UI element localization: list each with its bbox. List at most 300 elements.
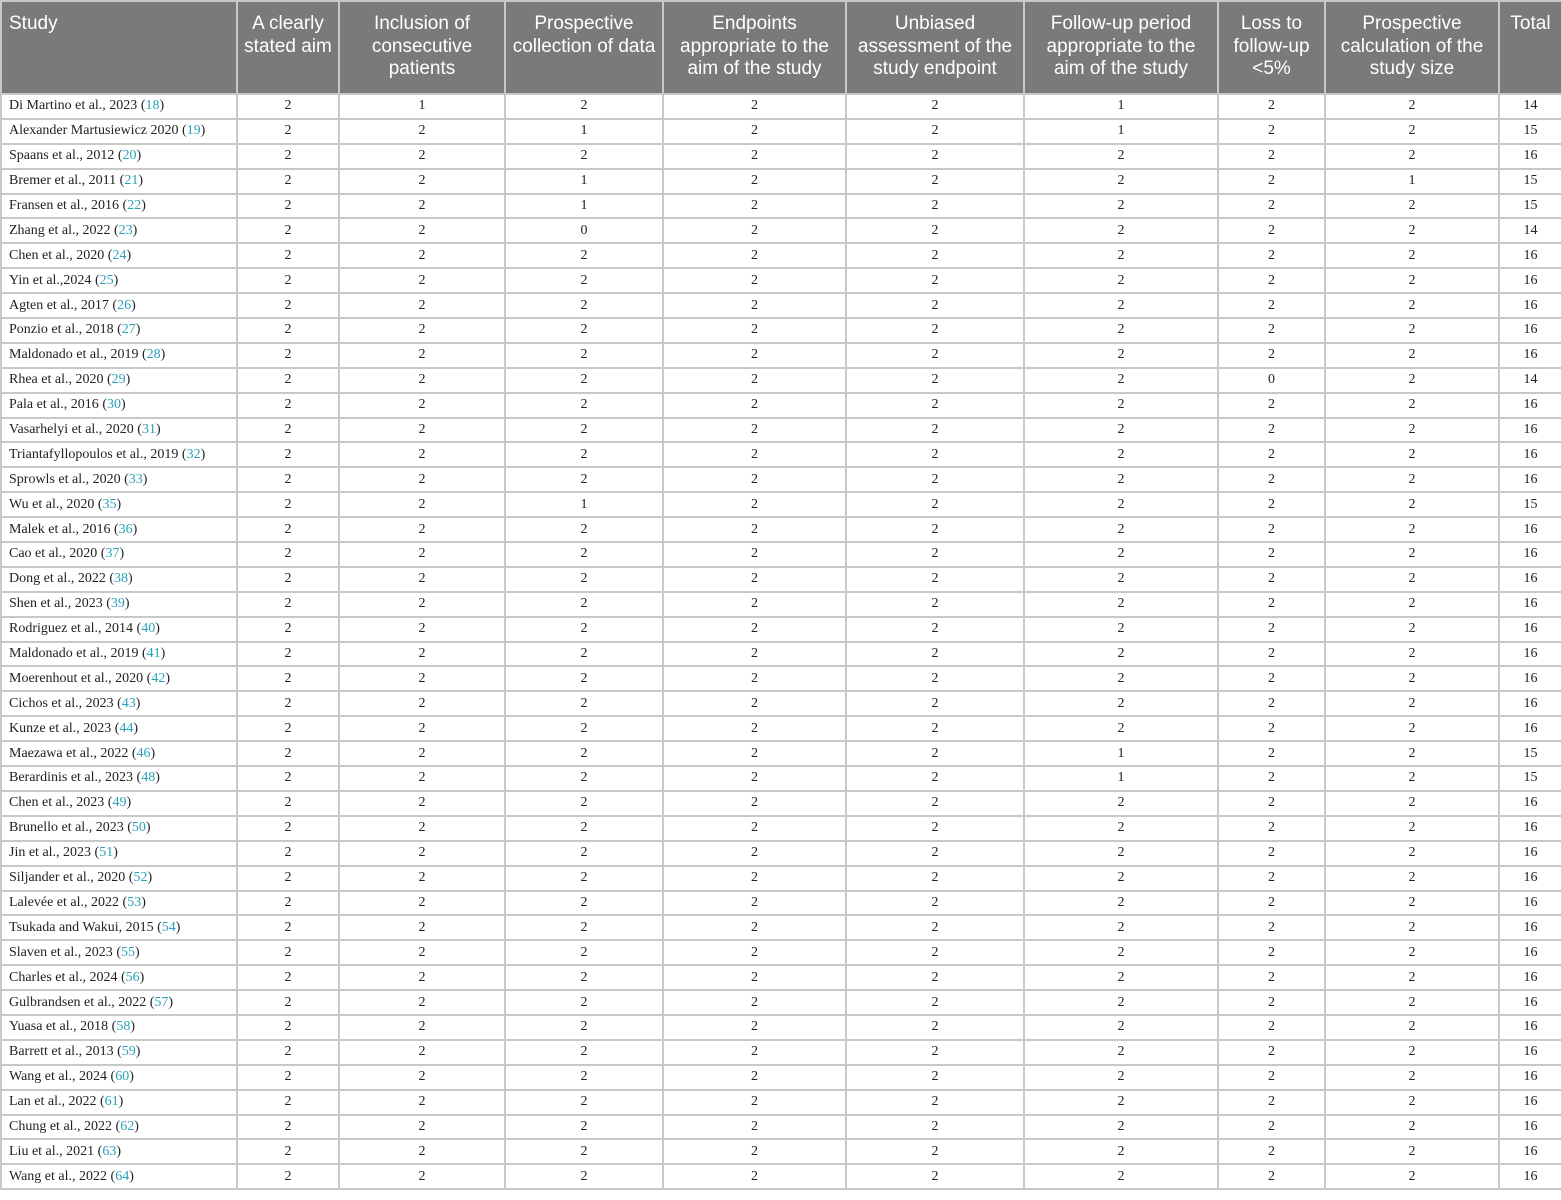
ref-close-paren: ): [147, 870, 153, 886]
loss-to-follow-up-score: 2: [1218, 1115, 1325, 1140]
unbiased-assessment-score: 2: [846, 567, 1024, 592]
study-size-calculation-score: 2: [1325, 1065, 1499, 1090]
unbiased-assessment-score: 2: [846, 816, 1024, 841]
total-score: 16: [1499, 1164, 1561, 1189]
loss-to-follow-up-score: 2: [1218, 418, 1325, 443]
study-size-calculation-score: 2: [1325, 318, 1499, 343]
endpoints-appropriate-score: 2: [663, 791, 846, 816]
header-study: Study: [1, 1, 237, 94]
unbiased-assessment-score: 2: [846, 866, 1024, 891]
table-row: [1, 1040, 1561, 1065]
ref-close-paren: ): [126, 795, 132, 811]
follow-up-period-score: 2: [1024, 442, 1218, 467]
follow-up-period-score: 2: [1024, 1164, 1218, 1189]
reference-link[interactable]: 40: [141, 621, 156, 637]
total-score: 16: [1499, 791, 1561, 816]
reference-link[interactable]: 62: [120, 1118, 135, 1134]
loss-to-follow-up-score: 2: [1218, 791, 1325, 816]
loss-to-follow-up-score: 2: [1218, 766, 1325, 791]
ref-open-paren: (: [94, 1143, 103, 1159]
consecutive-patients-score: 2: [339, 194, 505, 219]
clearly-stated-aim-score: 2: [237, 1115, 339, 1140]
study-size-calculation-score: 2: [1325, 791, 1499, 816]
study-cell: [1, 517, 237, 542]
table-row: [1, 517, 1561, 542]
study-cell: [1, 293, 237, 318]
table-row: [1, 318, 1561, 343]
reference-link[interactable]: 23: [118, 222, 133, 238]
study-name: Spaans et al., 2012: [9, 148, 115, 164]
consecutive-patients-score: 2: [339, 1040, 505, 1065]
total-score: 16: [1499, 940, 1561, 965]
clearly-stated-aim-score: 2: [237, 915, 339, 940]
reference-link[interactable]: 58: [116, 1019, 131, 1035]
study-name: Jin et al., 2023: [9, 845, 92, 861]
ref-close-paren: ): [125, 372, 131, 388]
clearly-stated-aim-score: 2: [237, 343, 339, 368]
study-name: Ponzio et al., 2018: [9, 322, 114, 338]
reference-link[interactable]: 63: [102, 1143, 117, 1159]
unbiased-assessment-score: 2: [846, 841, 1024, 866]
loss-to-follow-up-score: 2: [1218, 517, 1325, 542]
ref-open-paren: (: [110, 521, 119, 537]
clearly-stated-aim-score: 2: [237, 442, 339, 467]
ref-close-paren: ): [159, 98, 165, 114]
study-cell: [1, 218, 237, 243]
reference-link[interactable]: 38: [114, 571, 128, 587]
unbiased-assessment-score: 2: [846, 940, 1024, 965]
reference-link[interactable]: 44: [119, 720, 134, 736]
prospective-collection-score: 2: [505, 766, 663, 791]
study-name: Charles et al., 2024: [9, 969, 118, 985]
follow-up-period-score: 2: [1024, 1139, 1218, 1164]
study-size-calculation-score: 2: [1325, 940, 1499, 965]
consecutive-patients-score: 2: [339, 218, 505, 243]
reference-link[interactable]: 60: [115, 1069, 130, 1085]
reference-link[interactable]: 53: [127, 894, 142, 910]
ref-open-paren: (: [133, 770, 142, 786]
consecutive-patients-score: 2: [339, 791, 505, 816]
ref-open-paren: (: [112, 944, 121, 960]
reference-link[interactable]: 39: [110, 596, 125, 612]
reference-link[interactable]: 42: [151, 670, 166, 686]
table-row: [1, 791, 1561, 816]
study-size-calculation-score: 2: [1325, 442, 1499, 467]
follow-up-period-score: 2: [1024, 716, 1218, 741]
header-endpoints-appropriate: Endpoints appropriate to the aim of the study: [663, 1, 846, 94]
endpoints-appropriate-score: 2: [663, 1139, 846, 1164]
table-row: [1, 94, 1561, 119]
follow-up-period-score: 2: [1024, 940, 1218, 965]
reference-link[interactable]: 64: [115, 1168, 130, 1184]
total-score: 16: [1499, 442, 1561, 467]
loss-to-follow-up-score: 2: [1218, 194, 1325, 219]
study-size-calculation-score: 2: [1325, 119, 1499, 144]
total-score: 15: [1499, 741, 1561, 766]
clearly-stated-aim-score: 2: [237, 1164, 339, 1189]
study-size-calculation-score: 2: [1325, 915, 1499, 940]
reference-link[interactable]: 22: [127, 198, 142, 213]
reference-link[interactable]: 56: [125, 969, 140, 985]
follow-up-period-score: 2: [1024, 293, 1218, 318]
clearly-stated-aim-score: 2: [237, 965, 339, 990]
ref-close-paren: ): [126, 247, 132, 263]
study-size-calculation-score: 2: [1325, 1040, 1499, 1065]
endpoints-appropriate-score: 2: [663, 891, 846, 916]
study-name: Lan et al., 2022: [9, 1094, 97, 1110]
loss-to-follow-up-score: 2: [1218, 218, 1325, 243]
loss-to-follow-up-score: 2: [1218, 393, 1325, 418]
study-name: Gulbrandsen et al., 2022: [9, 994, 147, 1010]
study-cell: [1, 119, 237, 144]
ref-close-paren: ): [129, 1168, 134, 1184]
unbiased-assessment-score: 2: [846, 343, 1024, 368]
clearly-stated-aim-score: 2: [237, 467, 339, 492]
ref-open-paren: (: [114, 148, 123, 164]
study-name: Cichos et al., 2023: [9, 695, 114, 711]
endpoints-appropriate-score: 2: [663, 1090, 846, 1115]
reference-link[interactable]: 48: [141, 770, 156, 786]
study-name: Chen et al., 2020: [9, 247, 105, 263]
ref-close-paren: ): [132, 521, 138, 537]
study-name: Pala et al., 2016: [9, 397, 99, 413]
loss-to-follow-up-score: 2: [1218, 94, 1325, 119]
prospective-collection-score: 2: [505, 965, 663, 990]
unbiased-assessment-score: 2: [846, 492, 1024, 517]
ref-close-paren: ): [134, 944, 140, 960]
loss-to-follow-up-score: 2: [1218, 716, 1325, 741]
total-score: 16: [1499, 418, 1561, 443]
table-row: [1, 1090, 1561, 1115]
prospective-collection-score: 2: [505, 816, 663, 841]
reference-link[interactable]: 33: [128, 471, 143, 487]
ref-close-paren: ): [132, 222, 138, 238]
clearly-stated-aim-score: 2: [237, 866, 339, 891]
clearly-stated-aim-score: 2: [237, 1090, 339, 1115]
study-size-calculation-score: 2: [1325, 218, 1499, 243]
clearly-stated-aim-score: 2: [237, 194, 339, 219]
reference-link[interactable]: 29: [111, 372, 126, 388]
table-row: [1, 1139, 1561, 1164]
unbiased-assessment-score: 2: [846, 791, 1024, 816]
study-cell: [1, 940, 237, 965]
endpoints-appropriate-score: 2: [663, 866, 846, 891]
consecutive-patients-score: 2: [339, 841, 505, 866]
consecutive-patients-score: 2: [339, 467, 505, 492]
ref-open-paren: (: [94, 496, 103, 512]
consecutive-patients-score: 2: [339, 343, 505, 368]
ref-close-paren: ): [141, 894, 146, 910]
follow-up-period-score: 2: [1024, 169, 1218, 194]
clearly-stated-aim-score: 2: [237, 318, 339, 343]
header-loss-to-follow-up: Loss to follow-up <5%: [1218, 1, 1325, 94]
ref-close-paren: ): [136, 148, 142, 164]
clearly-stated-aim-score: 2: [237, 517, 339, 542]
ref-close-paren: ): [155, 422, 161, 438]
prospective-collection-score: 2: [505, 144, 663, 169]
loss-to-follow-up-score: 2: [1218, 891, 1325, 916]
reference-link[interactable]: 27: [121, 322, 136, 338]
unbiased-assessment-score: 2: [846, 418, 1024, 443]
loss-to-follow-up-score: 2: [1218, 1040, 1325, 1065]
study-name: Triantafyllopoulos et al., 2019: [9, 446, 179, 462]
reference-link[interactable]: 25: [99, 272, 114, 288]
study-cell: [1, 965, 237, 990]
ref-open-paren: (: [107, 1069, 116, 1085]
study-name: Wang et al., 2024: [9, 1069, 108, 1085]
table-row: [1, 940, 1561, 965]
study-size-calculation-score: 2: [1325, 343, 1499, 368]
reference-link[interactable]: 32: [186, 446, 201, 462]
study-name: Maldonado et al., 2019: [9, 347, 139, 363]
total-score: 14: [1499, 218, 1561, 243]
consecutive-patients-score: 2: [339, 169, 505, 194]
table-body: [1, 94, 1561, 1189]
prospective-collection-score: 2: [505, 418, 663, 443]
loss-to-follow-up-score: 2: [1218, 268, 1325, 293]
reference-link[interactable]: 54: [161, 919, 176, 935]
reference-link[interactable]: 51: [99, 845, 114, 861]
loss-to-follow-up-score: 2: [1218, 1015, 1325, 1040]
unbiased-assessment-score: 2: [846, 592, 1024, 617]
table-row: [1, 119, 1561, 144]
loss-to-follow-up-score: 2: [1218, 567, 1325, 592]
unbiased-assessment-score: 2: [846, 542, 1024, 567]
reference-link[interactable]: 26: [117, 297, 132, 313]
reference-link[interactable]: 31: [141, 422, 156, 438]
endpoints-appropriate-score: 2: [663, 691, 846, 716]
prospective-collection-score: 2: [505, 1139, 663, 1164]
ref-close-paren: ): [135, 322, 141, 338]
consecutive-patients-score: 2: [339, 567, 505, 592]
study-cell: [1, 467, 237, 492]
reference-link[interactable]: 55: [120, 944, 135, 960]
study-cell: [1, 144, 237, 169]
prospective-collection-score: 2: [505, 517, 663, 542]
reference-link[interactable]: 30: [106, 397, 121, 413]
ref-open-paren: (: [104, 795, 113, 811]
loss-to-follow-up-score: 2: [1218, 915, 1325, 940]
prospective-collection-score: 2: [505, 567, 663, 592]
unbiased-assessment-score: 2: [846, 1015, 1024, 1040]
clearly-stated-aim-score: 2: [237, 1139, 339, 1164]
consecutive-patients-score: 2: [339, 716, 505, 741]
consecutive-patients-score: 2: [339, 442, 505, 467]
consecutive-patients-score: 2: [339, 666, 505, 691]
total-score: 16: [1499, 1040, 1561, 1065]
total-score: 16: [1499, 965, 1561, 990]
reference-link[interactable]: 52: [133, 870, 148, 886]
ref-close-paren: ): [168, 994, 174, 1010]
endpoints-appropriate-score: 2: [663, 393, 846, 418]
prospective-collection-score: 0: [505, 218, 663, 243]
consecutive-patients-score: 2: [339, 243, 505, 268]
ref-open-paren: (: [103, 372, 112, 388]
reference-link[interactable]: 59: [121, 1044, 136, 1060]
loss-to-follow-up-score: 2: [1218, 293, 1325, 318]
header-unbiased-assessment: Unbiased assessment of the study endpoint: [846, 1, 1024, 94]
ref-open-paren: (: [111, 720, 120, 736]
prospective-collection-score: 2: [505, 866, 663, 891]
prospective-collection-score: 2: [505, 990, 663, 1015]
consecutive-patients-score: 2: [339, 592, 505, 617]
reference-link[interactable]: 36: [118, 521, 133, 537]
header-clearly-stated-aim: A clearly stated aim: [237, 1, 339, 94]
study-cell: [1, 268, 237, 293]
reference-link[interactable]: 21: [124, 173, 139, 189]
loss-to-follow-up-score: 2: [1218, 1139, 1325, 1164]
table-row: [1, 343, 1561, 368]
follow-up-period-score: 2: [1024, 268, 1218, 293]
reference-link[interactable]: 50: [131, 820, 146, 836]
reference-link[interactable]: 19: [186, 123, 201, 139]
loss-to-follow-up-score: 2: [1218, 841, 1325, 866]
total-score: 16: [1499, 642, 1561, 667]
ref-open-paren: (: [91, 272, 100, 288]
study-size-calculation-score: 2: [1325, 891, 1499, 916]
clearly-stated-aim-score: 2: [237, 1015, 339, 1040]
reference-link[interactable]: 28: [146, 347, 161, 363]
unbiased-assessment-score: 2: [846, 666, 1024, 691]
total-score: 16: [1499, 393, 1561, 418]
total-score: 16: [1499, 716, 1561, 741]
study-cell: [1, 194, 237, 219]
loss-to-follow-up-score: 2: [1218, 1164, 1325, 1189]
ref-close-paren: ): [118, 1094, 124, 1110]
reference-link[interactable]: 35: [102, 496, 117, 512]
ref-close-paren: ): [134, 1118, 139, 1134]
consecutive-patients-score: 2: [339, 1164, 505, 1189]
ref-close-paren: ): [130, 1019, 135, 1035]
prospective-collection-score: 2: [505, 268, 663, 293]
clearly-stated-aim-score: 2: [237, 891, 339, 916]
follow-up-period-score: 2: [1024, 866, 1218, 891]
clearly-stated-aim-score: 2: [237, 268, 339, 293]
consecutive-patients-score: 2: [339, 617, 505, 642]
total-score: 15: [1499, 194, 1561, 219]
unbiased-assessment-score: 2: [846, 94, 1024, 119]
table-row: [1, 915, 1561, 940]
clearly-stated-aim-score: 2: [237, 691, 339, 716]
table-row: [1, 592, 1561, 617]
study-size-calculation-score: 2: [1325, 418, 1499, 443]
unbiased-assessment-score: 2: [846, 965, 1024, 990]
unbiased-assessment-score: 2: [846, 741, 1024, 766]
total-score: 16: [1499, 841, 1561, 866]
reference-link[interactable]: 46: [136, 745, 151, 761]
study-cell: [1, 393, 237, 418]
table-row: [1, 766, 1561, 791]
total-score: 16: [1499, 866, 1561, 891]
endpoints-appropriate-score: 2: [663, 1115, 846, 1140]
unbiased-assessment-score: 2: [846, 467, 1024, 492]
consecutive-patients-score: 2: [339, 741, 505, 766]
consecutive-patients-score: 2: [339, 1015, 505, 1040]
study-size-calculation-score: 2: [1325, 617, 1499, 642]
prospective-collection-score: 2: [505, 940, 663, 965]
study-cell: [1, 791, 237, 816]
total-score: 16: [1499, 691, 1561, 716]
study-name: Malek et al., 2016: [9, 521, 111, 537]
reference-link[interactable]: 18: [145, 98, 160, 114]
reference-link[interactable]: 57: [154, 994, 169, 1010]
reference-link[interactable]: 49: [112, 795, 127, 811]
follow-up-period-score: 2: [1024, 243, 1218, 268]
header-total: Total: [1499, 1, 1561, 94]
prospective-collection-score: 2: [505, 293, 663, 318]
endpoints-appropriate-score: 2: [663, 617, 846, 642]
study-name: Liu et al., 2021: [9, 1143, 95, 1159]
study-cell: [1, 741, 237, 766]
ref-open-paren: (: [138, 347, 147, 363]
ref-open-paren: (: [153, 919, 162, 935]
ref-open-paren: (: [108, 1019, 117, 1035]
endpoints-appropriate-score: 2: [663, 119, 846, 144]
table-row: [1, 691, 1561, 716]
endpoints-appropriate-score: 2: [663, 915, 846, 940]
loss-to-follow-up-score: 0: [1218, 368, 1325, 393]
follow-up-period-score: 2: [1024, 467, 1218, 492]
follow-up-period-score: 2: [1024, 915, 1218, 940]
loss-to-follow-up-score: 2: [1218, 243, 1325, 268]
follow-up-period-score: 2: [1024, 343, 1218, 368]
follow-up-period-score: 2: [1024, 218, 1218, 243]
reference-link[interactable]: 37: [105, 546, 120, 562]
unbiased-assessment-score: 2: [846, 642, 1024, 667]
endpoints-appropriate-score: 2: [663, 418, 846, 443]
ref-open-paren: (: [104, 247, 113, 263]
table-row: [1, 841, 1561, 866]
reference-link[interactable]: 43: [121, 695, 136, 711]
study-cell: [1, 343, 237, 368]
ref-close-paren: ): [155, 770, 160, 786]
consecutive-patients-score: 2: [339, 542, 505, 567]
ref-open-paren: (: [105, 571, 114, 587]
endpoints-appropriate-score: 2: [663, 940, 846, 965]
total-score: 16: [1499, 293, 1561, 318]
loss-to-follow-up-score: 2: [1218, 642, 1325, 667]
follow-up-period-score: 2: [1024, 990, 1218, 1015]
study-size-calculation-score: 2: [1325, 492, 1499, 517]
study-cell: [1, 1065, 237, 1090]
clearly-stated-aim-score: 2: [237, 119, 339, 144]
total-score: 16: [1499, 990, 1561, 1015]
consecutive-patients-score: 2: [339, 293, 505, 318]
follow-up-period-score: 2: [1024, 592, 1218, 617]
clearly-stated-aim-score: 2: [237, 666, 339, 691]
table-row: [1, 268, 1561, 293]
reference-link[interactable]: 24: [112, 247, 127, 263]
reference-link[interactable]: 61: [104, 1094, 119, 1110]
study-cell: [1, 1139, 237, 1164]
reference-link[interactable]: 41: [146, 646, 161, 662]
consecutive-patients-score: 2: [339, 492, 505, 517]
table-row: [1, 716, 1561, 741]
table-row: [1, 891, 1561, 916]
study-cell: [1, 766, 237, 791]
prospective-collection-score: 2: [505, 1115, 663, 1140]
reference-link[interactable]: 20: [122, 148, 137, 164]
prospective-collection-score: 2: [505, 841, 663, 866]
consecutive-patients-score: 2: [339, 368, 505, 393]
follow-up-period-score: 2: [1024, 144, 1218, 169]
study-name: Moerenhout et al., 2020: [9, 670, 144, 686]
clearly-stated-aim-score: 2: [237, 617, 339, 642]
endpoints-appropriate-score: 2: [663, 816, 846, 841]
header-consecutive-patients: Inclusion of consecutive patients: [339, 1, 505, 94]
ref-open-paren: (: [96, 1094, 105, 1110]
ref-open-paren: (: [97, 546, 106, 562]
